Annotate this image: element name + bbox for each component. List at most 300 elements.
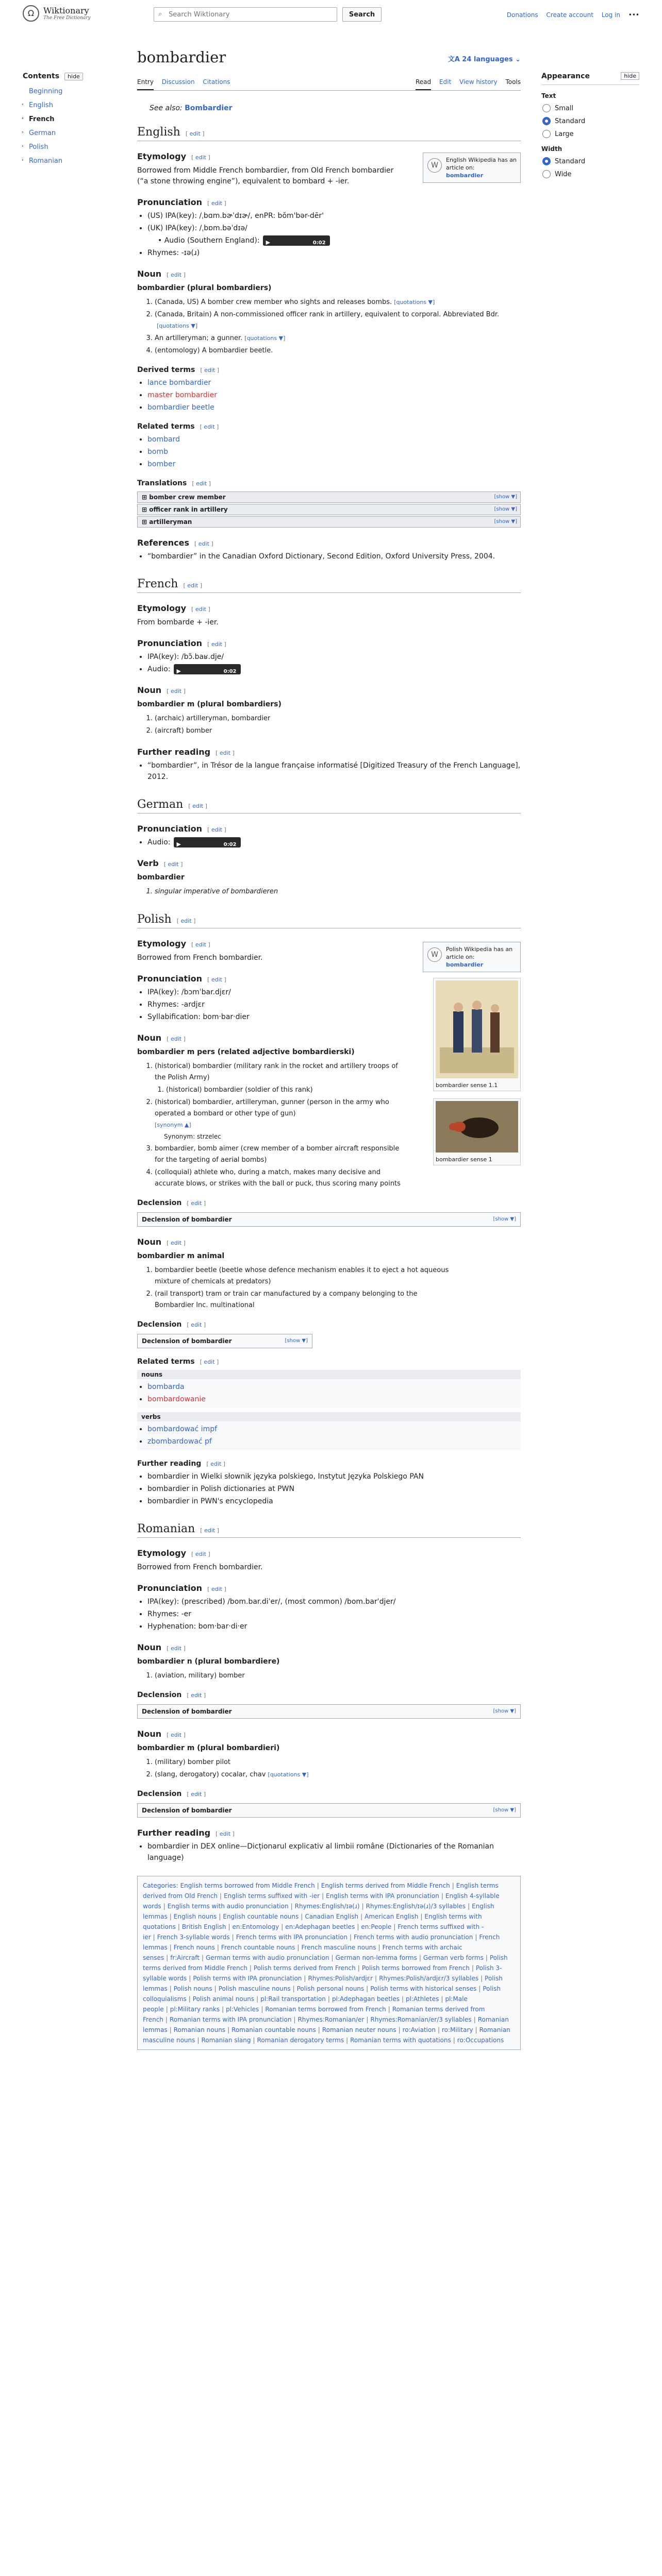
category-link[interactable]: Rhymes:Polish/ardjɛr (308, 1975, 373, 1982)
heading-pronunciation: Pronunciation [ edit ] (137, 974, 226, 984)
category-link[interactable]: pl:Athletes (406, 1995, 439, 2003)
category-link[interactable]: English terms derived from Middle French (321, 1882, 450, 1889)
toc-item-english[interactable]: › English (22, 101, 53, 109)
more-options-icon[interactable]: ••• (628, 11, 639, 19)
category-separator: | (318, 2026, 320, 2033)
pronunciation-us: • (US) IPA(key): /ˌbɑm.bɚˈdɪɚ/, enPR: bŏm'bər-dēr' (147, 210, 521, 222)
category-separator: | (177, 1923, 180, 1930)
category-separator: | (169, 2026, 172, 2033)
related-term-link[interactable]: bomber (147, 460, 176, 468)
show-toggle[interactable]: [show ▼] (494, 506, 517, 512)
category-link[interactable]: English 4-syllable words (143, 1892, 500, 1910)
category-link[interactable]: Rhymes:Romanian/er (297, 2016, 365, 2023)
category-link[interactable]: Romanian terms borrowed from French (265, 2006, 386, 2013)
category-link[interactable]: English terms with audio pronunciation (167, 1903, 289, 1910)
category-link[interactable]: Polish terms with historical senses (370, 1985, 477, 1992)
toc-item-beginning[interactable]: Beginning (29, 88, 63, 95)
category-separator: | (468, 1903, 470, 1910)
category-link[interactable]: English terms suffixed with -ier (224, 1892, 320, 1900)
category-link[interactable]: Romanian lemmas (143, 2016, 509, 2033)
heading-related-terms: Related terms [ edit ] (137, 1358, 219, 1366)
wikipedia-box: W English Wikipedia has an article on: bombardier (423, 152, 521, 183)
edit-link[interactable]: edit (180, 918, 192, 924)
category-link[interactable]: Polish colloquialisms (143, 1985, 501, 2003)
synonym-line: Synonym: strzelec (164, 1133, 221, 1140)
category-separator: | (398, 2026, 401, 2033)
category-link[interactable]: Polish personal nouns (296, 1985, 365, 1992)
site-name: Wiktionary (43, 6, 89, 15)
category-separator: | (261, 2006, 263, 2013)
sense: 1. (military) bomber pilot (155, 1757, 521, 1768)
chevron-right-icon[interactable]: › (22, 144, 24, 149)
category-link[interactable]: Polish nouns (173, 1985, 212, 1992)
edit-link[interactable]: edit (189, 130, 201, 137)
sense: 2. (rail transport) tram or train car manufactured by a company belonging to the Bombardier Inc. multinational (155, 1289, 454, 1311)
category-link[interactable]: Romanian slang (201, 2037, 251, 2044)
edit-link[interactable]: edit (204, 1359, 215, 1365)
categories-box (137, 1876, 521, 2050)
quotations-toggle[interactable]: [quotations ▼] (268, 1771, 309, 1778)
category-separator: | (350, 1934, 352, 1941)
category-link[interactable]: pl:Vehicles (226, 2006, 259, 2013)
category-link[interactable]: en:People (361, 1923, 392, 1930)
toc-item-polish[interactable]: › Polish (22, 143, 48, 151)
category-separator: | (485, 1954, 488, 1961)
category-link[interactable]: Rhymes:English/ɪə(ɹ) (294, 1903, 360, 1910)
heading-english: English [ edit ] (137, 126, 521, 141)
category-link[interactable]: Romanian terms with IPA pronunciation (169, 2016, 292, 2023)
text-large-option[interactable]: Large (541, 130, 639, 138)
appearance-title: Appearance (541, 72, 590, 80)
category-separator: | (437, 2026, 440, 2033)
edit-link[interactable]: edit (219, 1831, 231, 1837)
category-link[interactable]: Romanian neuter nouns (322, 2026, 396, 2033)
category-separator: | (317, 1882, 319, 1889)
edit-link[interactable]: edit (211, 976, 222, 983)
show-toggle[interactable]: [show ▼] (493, 1807, 516, 1813)
category-separator: | (420, 1913, 423, 1920)
category-link[interactable]: Rhymes:Polish/ardjɛr/3 syllables (379, 1975, 479, 1982)
radio-icon[interactable] (542, 130, 551, 138)
show-toggle[interactable]: [show ▼] (285, 1338, 308, 1344)
category-separator: | (290, 1903, 293, 1910)
heading-etymology: Etymology [ edit ] (137, 151, 210, 161)
category-link[interactable]: British English (181, 1923, 226, 1930)
tab-view-history[interactable]: View history (459, 78, 498, 86)
languages-button[interactable]: 文A 24 languages ⌄ (448, 56, 521, 63)
audio-row: • Audio (Southern England): ▶ 0:02 (158, 235, 521, 246)
category-separator: | (222, 2006, 224, 2013)
category-separator: | (153, 1934, 155, 1941)
category-link[interactable]: pl:Rail transportation (260, 1995, 326, 2003)
declension-table[interactable]: Declension of bombardier [show ▼] (137, 1334, 312, 1348)
edit-link[interactable]: edit (195, 1551, 206, 1557)
show-toggle[interactable]: [show ▼] (493, 1708, 516, 1714)
etymology-text: Borrowed from French bombardier. (137, 954, 263, 962)
category-link[interactable]: English terms borrowed from Middle French (180, 1882, 315, 1889)
category-separator: | (281, 1923, 284, 1930)
related-term-link[interactable]: bombard (147, 435, 180, 444)
category-link[interactable]: en:Entomology (232, 1923, 279, 1930)
category-link[interactable]: Romanian terms derived from French (143, 2006, 485, 2023)
edit-link[interactable]: edit (211, 200, 222, 207)
edit-link[interactable]: edit (170, 272, 182, 278)
category-separator: | (293, 2016, 296, 2023)
edit-link[interactable]: edit (198, 540, 209, 547)
categories-label[interactable]: Categories: (143, 1882, 178, 1889)
category-separator: | (220, 1892, 222, 1900)
figure-caption: bombardier sense 1 (436, 1156, 492, 1163)
category-separator: | (322, 1892, 324, 1900)
category-link[interactable]: American English (365, 1913, 419, 1920)
heading-german: German [ edit ] (137, 798, 521, 814)
category-link[interactable]: ro:Occupations (457, 2037, 504, 2044)
category-separator: | (366, 2016, 369, 2023)
tab-entry[interactable]: Entry (137, 78, 154, 90)
declension-table[interactable]: Declension of bombardier [show ▼] (137, 1803, 521, 1818)
see-also-hatnote: See also: Bombardier (150, 104, 233, 112)
category-separator: | (388, 2006, 390, 2013)
category-link[interactable]: fr:Aircraft (170, 1954, 200, 1961)
beetle-illustration[interactable] (436, 1101, 518, 1153)
edit-link[interactable]: edit (187, 582, 198, 589)
edit-link[interactable]: edit (195, 154, 206, 161)
category-link[interactable]: English terms derived from Old French (143, 1882, 499, 1900)
category-link[interactable]: Rhymes:English/ɪə(ɹ)/3 syllables (366, 1903, 466, 1910)
category-separator: | (169, 1913, 172, 1920)
category-link[interactable]: English countable nouns (223, 1913, 299, 1920)
reference: • “bombardier” in the Canadian Oxford Dictionary, Second Edition, Oxford University Press, 2004. (147, 551, 521, 562)
related-nouns-header: nouns (137, 1370, 521, 1379)
further-reading-item: • bombardier in DEX online—Dicționarul explicativ al limbii române (Dictionaries of the Romanian language) (147, 1841, 521, 1863)
edit-link[interactable]: edit (170, 688, 182, 694)
site-tagline: The Free Dictionary (43, 15, 91, 21)
chevron-right-icon[interactable]: › (22, 130, 24, 135)
heading-further-reading: Further reading [ edit ] (137, 1460, 226, 1468)
edit-link[interactable]: edit (170, 1645, 182, 1652)
audio-player[interactable]: ▶ 0:02 (174, 664, 241, 674)
further-reading-item: • bombardier in PWN's encyclopedia (147, 1496, 521, 1507)
edit-link[interactable]: edit (211, 1586, 222, 1592)
category-link[interactable]: German terms with audio pronunciation (206, 1954, 329, 1961)
edit-link[interactable]: edit (219, 750, 231, 756)
category-link[interactable]: Polish terms borrowed from French (361, 1964, 470, 1972)
category-separator: | (401, 1995, 404, 2003)
edit-link[interactable]: edit (170, 1036, 182, 1042)
category-separator: | (169, 1985, 172, 1992)
heading-further-reading: Further reading [ edit ] (137, 747, 235, 757)
category-link[interactable]: ro:Military (442, 2026, 473, 2033)
show-toggle[interactable]: [show ▼] (494, 519, 517, 524)
category-link[interactable]: French 3-syllable words (157, 1934, 230, 1941)
category-link[interactable]: French terms with audio pronunciation (354, 1934, 473, 1941)
log-in-link[interactable]: Log in (601, 11, 620, 19)
heading-pronunciation: Pronunciation [ edit ] (137, 1583, 226, 1593)
edit-link[interactable]: edit (191, 1692, 202, 1699)
heading-verb: Verb [ edit ] (137, 858, 183, 868)
edit-link[interactable]: edit (195, 941, 206, 948)
category-link[interactable]: pl:Male people (143, 1995, 468, 2013)
heading-etymology: Etymology [ edit ] (137, 1548, 210, 1558)
category-separator: | (475, 1934, 477, 1941)
category-separator: | (292, 1985, 295, 1992)
category-link[interactable]: French masculine nouns (301, 1944, 376, 1951)
category-separator: | (249, 1964, 252, 1972)
related-term-link[interactable]: bomb (147, 448, 168, 456)
audio-player[interactable]: ▶ 0:02 (263, 235, 330, 246)
edit-link[interactable]: edit (168, 861, 179, 868)
table-of-contents (23, 72, 115, 165)
quotations-toggle[interactable]: [quotations ▼] (157, 323, 198, 329)
edit-link[interactable]: edit (204, 1527, 216, 1534)
wikipedia-article-link[interactable]: bombardier (446, 961, 484, 968)
derived-term-link[interactable]: master bombardier (147, 391, 218, 399)
headword-line: bombardier n (plural bombardiere) (137, 1657, 280, 1666)
category-separator: | (473, 2016, 476, 2023)
radio-checked-icon[interactable] (542, 157, 551, 165)
tab-discussion[interactable]: Discussion (161, 78, 195, 86)
page-title: bombardier (137, 48, 226, 66)
heading-pronunciation: Pronunciation [ edit ] (137, 824, 226, 834)
category-separator: | (360, 1913, 363, 1920)
heading-noun: Noun [ edit ] (137, 685, 186, 695)
category-separator: | (453, 2037, 455, 2044)
text-small-option[interactable]: Small (541, 105, 639, 112)
edit-link[interactable]: edit (195, 606, 206, 613)
width-standard-option[interactable]: Standard (541, 158, 639, 165)
related-nouns-list (137, 1379, 521, 1408)
quotations-toggle[interactable]: [quotations ▼] (244, 335, 286, 342)
toc-item-romanian[interactable]: › Romanian (22, 157, 63, 165)
edit-link[interactable]: edit (196, 480, 207, 487)
tab-edit[interactable]: Edit (439, 78, 452, 86)
category-link[interactable]: ro:Aviation (402, 2026, 436, 2033)
audio-player[interactable]: ▶ 0:02 (174, 837, 241, 848)
category-link[interactable]: Romanian terms with quotations (350, 2037, 451, 2044)
category-link[interactable]: French nouns (173, 1944, 215, 1951)
sense: 1. bombardier beetle (beetle whose defence mechanism enables it to eject a hot aqueous mixture of chemicals at predators) (155, 1265, 454, 1287)
category-link[interactable]: French terms with archaic senses (143, 1944, 462, 1961)
category-link[interactable]: French countable nouns (221, 1944, 295, 1951)
site-header (0, 0, 662, 29)
category-link[interactable]: Romanian countable nouns (231, 2026, 316, 2033)
edit-link[interactable]: edit (170, 1732, 182, 1738)
edit-link[interactable]: edit (211, 826, 222, 833)
category-link[interactable]: Polish masculine nouns (218, 1985, 291, 1992)
edit-link[interactable]: edit (211, 641, 222, 648)
related-term-link[interactable]: zbombardować pf (147, 1437, 212, 1446)
audio-row: • Audio: ▶ 0:02 (147, 664, 521, 675)
toc-hide-button[interactable]: hide (64, 73, 83, 80)
tab-read[interactable]: Read (416, 78, 431, 90)
headword-line: bombardier m (plural bombardiers) (137, 700, 282, 708)
see-also-link[interactable]: Bombardier (185, 104, 233, 112)
audio-row: • Audio: ▶ 0:02 (147, 837, 521, 848)
wikipedia-box: W Polish Wikipedia has an article on: bombardier (423, 942, 521, 972)
declension-table[interactable]: Declension of bombardier [show ▼] (137, 1704, 521, 1719)
category-link[interactable]: French lemmas (143, 1934, 500, 1951)
category-separator: | (166, 1954, 169, 1961)
derived-term-link[interactable]: bombardier beetle (147, 403, 214, 412)
category-link[interactable]: Polish terms with IPA pronunciation (193, 1975, 302, 1982)
category-separator: | (163, 1903, 166, 1910)
wikipedia-article-link[interactable]: bombardier (446, 172, 484, 179)
sense: 2. (historical) bombardier, artilleryman, gunner (person in the army who operated a bombard or other type of gun) [synonym ▲] Synonym: strzelec (155, 1097, 402, 1142)
heading-derived-terms: Derived terms [ edit ] (137, 366, 220, 374)
category-link[interactable]: English nouns (173, 1913, 217, 1920)
pronunciation-ipa: • IPA(key): (prescribed) /bom.bar.diˈer/, (most common) /bom.barˈdjer/ (147, 1596, 521, 1607)
sense: 1. (aviation, military) bomber (155, 1670, 521, 1682)
category-separator: | (188, 1995, 191, 2003)
edit-link[interactable]: edit (192, 803, 204, 809)
sense: 1. (Canada, US) A bomber crew member who sights and releases bombs. [quotations ▼] (155, 297, 521, 308)
show-toggle[interactable]: [show ▼] (493, 1216, 516, 1222)
personal-tools (501, 11, 639, 19)
sense: 2. (slang, derogatory) cocalar, chav [quotations ▼] (155, 1769, 521, 1781)
category-separator: | (189, 1975, 191, 1982)
category-separator: | (441, 1892, 443, 1900)
heading-related-terms: Related terms [ edit ] (137, 422, 219, 431)
heading-references: References [ edit ] (137, 538, 213, 548)
translation-box[interactable]: ⊞ artilleryman [show ▼] (137, 516, 521, 528)
related-verbs-list (137, 1421, 521, 1450)
category-link[interactable]: pl:Adephagan beetles (332, 1995, 400, 2003)
radio-icon[interactable] (542, 104, 551, 112)
category-link[interactable]: English terms with quotations (143, 1913, 482, 1930)
toc-item-french[interactable]: › French (22, 115, 55, 123)
related-verbs-header: verbs (137, 1412, 521, 1421)
category-separator: | (475, 2026, 477, 2033)
further-reading-item: • bombardier in Polish dictionaries at PWN (147, 1483, 521, 1495)
category-link[interactable]: English lemmas (143, 1903, 494, 1920)
search-input[interactable] (169, 9, 334, 20)
related-term-link[interactable]: bombardować impf (147, 1425, 218, 1433)
related-term-link[interactable]: bombarda (147, 1383, 185, 1391)
width-wide-option[interactable]: Wide (541, 171, 639, 178)
heading-declension: Declension [ edit ] (137, 1320, 206, 1329)
pronunciation-uk: • (UK) IPA(key): /ˌbɒm.bəˈdɪə/ (147, 223, 521, 234)
etymology-text: Borrowed from French bombardier. (137, 1563, 263, 1571)
translation-box[interactable]: ⊞ bomber crew member [show ▼] (137, 492, 521, 503)
category-link[interactable]: Rhymes:Romanian/er/3 syllables (370, 2016, 472, 2023)
width-label: Width (541, 145, 562, 152)
category-separator: | (378, 1944, 380, 1951)
radio-icon[interactable] (542, 170, 551, 178)
sense: 2. (aircraft) bomber (155, 725, 521, 737)
chevron-right-icon[interactable]: › (22, 102, 24, 107)
etymology-text: Borrowed from Middle French bombardier, from Old French bombardier (“a stone throwing engine”), equivalent to bombard + -ier. (137, 166, 394, 185)
pronunciation-ipa: • IPA(key): /bɔmˈbar.djɛr/ (147, 987, 521, 998)
category-separator: | (327, 1995, 330, 2003)
synonyms-toggle[interactable]: [synonym ▲] (155, 1122, 191, 1128)
category-link[interactable]: Polish lemmas (143, 1975, 503, 1992)
pronunciation-ipa: • IPA(key): /bɔ̃.baʁ.dje/ (147, 651, 521, 663)
category-separator: | (165, 2016, 168, 2023)
category-separator: | (452, 1882, 454, 1889)
heading-noun: Noun [ edit ] (137, 1237, 186, 1247)
heading-declension: Declension [ edit ] (137, 1691, 206, 1699)
heading-noun: Noun [ edit ] (137, 269, 186, 279)
category-link[interactable]: German non-lemma forms (335, 1954, 417, 1961)
show-toggle[interactable]: [show ▼] (494, 494, 517, 500)
appearance-hide-button[interactable]: hide (621, 72, 639, 80)
edit-link[interactable]: edit (170, 1240, 182, 1246)
category-link[interactable]: Romanian masculine nouns (143, 2026, 510, 2044)
figure-soldiers (433, 978, 521, 1091)
category-link[interactable]: en:Adephagan beetles (285, 1923, 355, 1930)
create-account-link[interactable]: Create account (546, 11, 593, 19)
edit-link[interactable]: edit (204, 423, 215, 430)
wikipedia-logo-icon: W (427, 158, 442, 173)
heading-noun: Noun [ edit ] (137, 1729, 186, 1739)
sense: 3. An artilleryman; a gunner. [quotations ▼] (155, 333, 521, 344)
play-icon[interactable]: ▶ (176, 841, 181, 848)
edit-link[interactable]: edit (191, 1321, 202, 1328)
category-separator: | (441, 1995, 443, 2003)
tab-tools[interactable]: Tools (505, 78, 521, 86)
derived-term-link[interactable]: lance bombardier (147, 379, 211, 387)
sense: 1. (archaic) artilleryman, bombardier (155, 713, 521, 724)
chevron-right-icon[interactable]: › (22, 158, 24, 163)
category-link[interactable]: German verb forms (423, 1954, 484, 1961)
category-link[interactable]: Romanian derogatory terms (257, 2037, 344, 2044)
category-link[interactable]: Polish animal nouns (192, 1995, 255, 2003)
category-link[interactable]: English terms with IPA pronunciation (326, 1892, 439, 1900)
category-link[interactable]: Polish terms derived from French (253, 1964, 356, 1972)
sense: 2. (Canada, Britain) A non-commissioned officer rank in artillery, equivalent to corporal. Abbreviated Bdr.[quotations ▼] (155, 309, 521, 332)
radio-checked-icon[interactable] (542, 117, 551, 125)
headword-line: bombardier (plural bombardiers) (137, 284, 272, 292)
edit-link[interactable]: edit (191, 1791, 202, 1798)
category-link[interactable]: French terms suffixed with -ier (143, 1923, 484, 1941)
soldiers-illustration[interactable] (436, 980, 518, 1078)
heading-romanian: Romanian [ edit ] (137, 1522, 521, 1538)
tab-citations[interactable]: Citations (203, 78, 230, 86)
edit-link[interactable]: edit (204, 367, 216, 374)
related-term-link[interactable]: bombardowanie (147, 1395, 206, 1403)
play-icon[interactable]: ▶ (266, 239, 271, 246)
headword-line: bombardier m (plural bombardieri) (137, 1744, 280, 1752)
category-link[interactable]: Polish 3-syllable words (143, 1964, 502, 1982)
category-link[interactable]: Romanian nouns (173, 2026, 226, 2033)
edit-link[interactable]: edit (210, 1461, 222, 1467)
play-icon[interactable]: ▶ (176, 668, 181, 674)
category-link[interactable]: French terms with IPA pronunciation (236, 1934, 347, 1941)
search-button[interactable]: Search (342, 7, 382, 22)
heading-noun: Noun [ edit ] (137, 1642, 186, 1652)
category-separator: | (297, 1944, 300, 1951)
headword-line: bombardier m animal (137, 1252, 225, 1260)
chevron-right-icon[interactable]: › (22, 116, 24, 121)
category-link[interactable]: Canadian English (305, 1913, 359, 1920)
sense: 1. singular imperative of bombardieren (155, 886, 521, 897)
edit-link[interactable]: edit (191, 1200, 202, 1207)
category-link[interactable]: pl:Military ranks (170, 2006, 220, 2013)
toc-item-german[interactable]: › German (22, 129, 56, 137)
site-logo[interactable] (23, 5, 91, 22)
quotations-toggle[interactable]: [quotations ▼] (394, 299, 435, 306)
text-standard-option[interactable]: Standard (541, 117, 639, 125)
search-box (154, 7, 337, 22)
donations-link[interactable]: Donations (506, 11, 538, 19)
heading-etymology: Etymology [ edit ] (137, 939, 210, 948)
category-separator: | (169, 1944, 172, 1951)
declension-table[interactable]: Declension of bombardier [show ▼] (137, 1212, 521, 1227)
category-link[interactable]: Polish terms derived from Middle French (143, 1954, 508, 1972)
heading-pronunciation: Pronunciation [ edit ] (137, 197, 226, 207)
translation-box[interactable]: ⊞ officer rank in artillery [show ▼] (137, 504, 521, 515)
category-separator: | (366, 1985, 369, 1992)
